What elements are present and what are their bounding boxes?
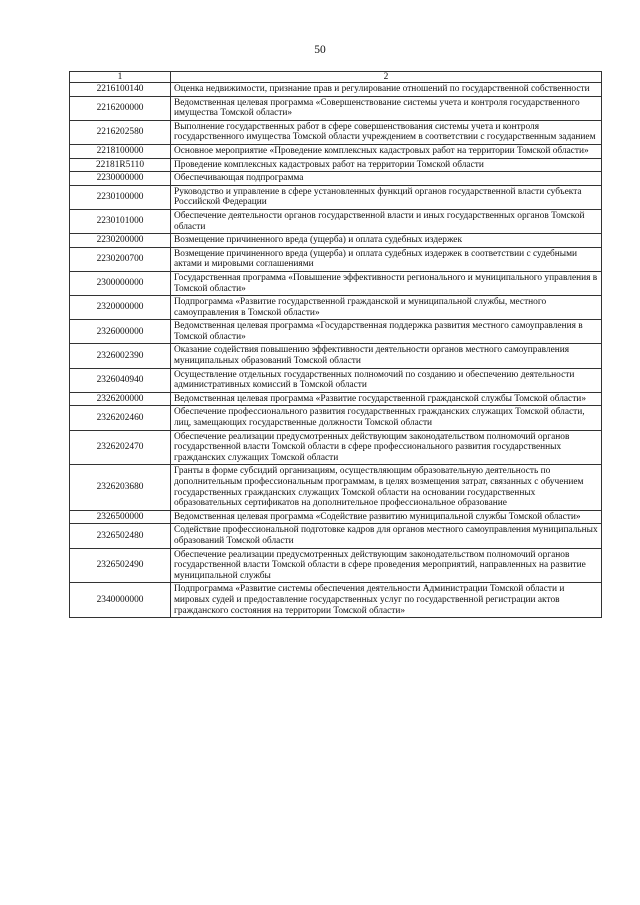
target-article-name: Обеспечение деятельности органов государственной власти и иных государственных органов Томской области [171,209,602,233]
table-row [70,296,602,320]
target-article-code: 2230000000 [70,172,171,186]
target-article-code: 2216100140 [70,83,171,97]
table-row [70,120,602,144]
target-article-code: 2326040940 [70,368,171,392]
target-article-code: 2326502480 [70,524,171,548]
target-article-name: Ведомственная целевая программа «Содействие развитию муниципальной службы Томской области» [171,510,602,524]
target-article-code: 2320000000 [70,296,171,320]
table-row [70,83,602,97]
target-article-code: 2326502490 [70,548,171,583]
table-row [70,465,602,510]
table-row [70,583,602,618]
target-article-code: 2326002390 [70,344,171,368]
table-row [70,172,602,186]
table-row [70,247,602,271]
table-row [70,344,602,368]
target-article-code: 2340000000 [70,583,171,618]
target-article-name: Руководство и управление в сфере установленных функций органов государственной власти субъекта Российской Федерации [171,185,602,209]
table-row [70,320,602,344]
table-row [70,234,602,248]
table-row [70,524,602,548]
target-article-name: Подпрограмма «Развитие системы обеспечения деятельности Администрации Томской области и мировых судей и предоставление государственных услуг по государственной регистрации актов гражданского состояния на территории Томской области» [171,583,602,618]
table-row [70,271,602,295]
target-article-name: Возмещение причиненного вреда (ущерба) и оплата судебных издержек в соответствии с судебными актами и мировыми соглашениями [171,247,602,271]
target-article-name: Гранты в форме субсидий организациям, осуществляющим образовательную деятельность по дополнительным профессиональным программам, в целях возмещения затрат, связанных с обучением государственных гражданских служащих Томской области на основании государственных образовательных сертификатов на дополнительное профессиональное образование [171,465,602,510]
target-article-name: Ведомственная целевая программа «Государственная поддержка развития местного самоуправления в Томской области» [171,320,602,344]
column-header-name: 2 [171,72,602,83]
target-article-name: Обеспечение профессионального развития государственных гражданских служащих Томской области, лиц, замещающих государственные должности Томской области [171,406,602,430]
target-article-code: 2326500000 [70,510,171,524]
target-article-code: 2326000000 [70,320,171,344]
target-article-name: Содействие профессиональной подготовке кадров для органов местного самоуправления муниципальных образований Томской области [171,524,602,548]
budget-classification-table [69,71,602,618]
target-article-name: Подпрограмма «Развитие государственной гражданской и муниципальной службы, местного самоуправления в Томской области» [171,296,602,320]
table-row [70,209,602,233]
target-article-name: Возмещение причиненного вреда (ущерба) и оплата судебных издержек [171,234,602,248]
table-row [70,430,602,465]
target-article-name: Обеспечивающая подпрограмма [171,172,602,186]
table-body [70,83,602,618]
target-article-code: 2326202460 [70,406,171,430]
target-article-name: Ведомственная целевая программа «Развитие государственной гражданской службы Томской области» [171,392,602,406]
table-row [70,158,602,172]
target-article-name: Выполнение государственных работ в сфере совершенствования системы учета и контроля государственного имущества Томской области учреждением в соответствии с государственным заданием [171,120,602,144]
target-article-name: Государственная программа «Повышение эффективности регионального и муниципального управления в Томской области» [171,271,602,295]
table-header-row [70,72,602,83]
target-article-code: 2230101000 [70,209,171,233]
target-article-name: Оценка недвижимости, признание прав и регулирование отношений по государственной собственности [171,83,602,97]
table-row [70,144,602,158]
column-header-code: 1 [70,72,171,83]
table-row [70,406,602,430]
target-article-name: Ведомственная целевая программа «Совершенствование системы учета и контроля государственного имущества Томской области» [171,96,602,120]
table-row [70,96,602,120]
table-row [70,392,602,406]
target-article-code: 2216202580 [70,120,171,144]
table-row [70,548,602,583]
target-article-code: 2216200000 [70,96,171,120]
page-number: 50 [314,44,326,56]
target-article-name: Проведение комплексных кадастровых работ на территории Томской области [171,158,602,172]
table-row [70,510,602,524]
target-article-code: 2326203680 [70,465,171,510]
target-article-code: 2326200000 [70,392,171,406]
target-article-name: Основное мероприятие «Проведение комплексных кадастровых работ на территории Томской области» [171,144,602,158]
target-article-code: 2230200700 [70,247,171,271]
target-article-code: 2230200000 [70,234,171,248]
target-article-name: Оказание содействия повышению эффективности деятельности органов местного самоуправления муниципальных образований Томской области [171,344,602,368]
target-article-name: Обеспечение реализации предусмотренных действующим законодательством полномочий органов государственной власти Томской области в сфере профессионального развития государственных гражданских служащих Томской области [171,430,602,465]
target-article-name: Обеспечение реализации предусмотренных действующим законодательством полномочий органов государственной власти Томской области в сфере проведения мероприятий, направленных на развитие муниципальной службы [171,548,602,583]
table-row [70,185,602,209]
table-row [70,368,602,392]
target-article-code: 22181R5110 [70,158,171,172]
target-article-code: 2300000000 [70,271,171,295]
target-article-code: 2230100000 [70,185,171,209]
target-article-code: 2326202470 [70,430,171,465]
target-article-name: Осуществление отдельных государственных полномочий по созданию и обеспечению деятельности административных комиссий в Томской области [171,368,602,392]
target-article-code: 2218100000 [70,144,171,158]
